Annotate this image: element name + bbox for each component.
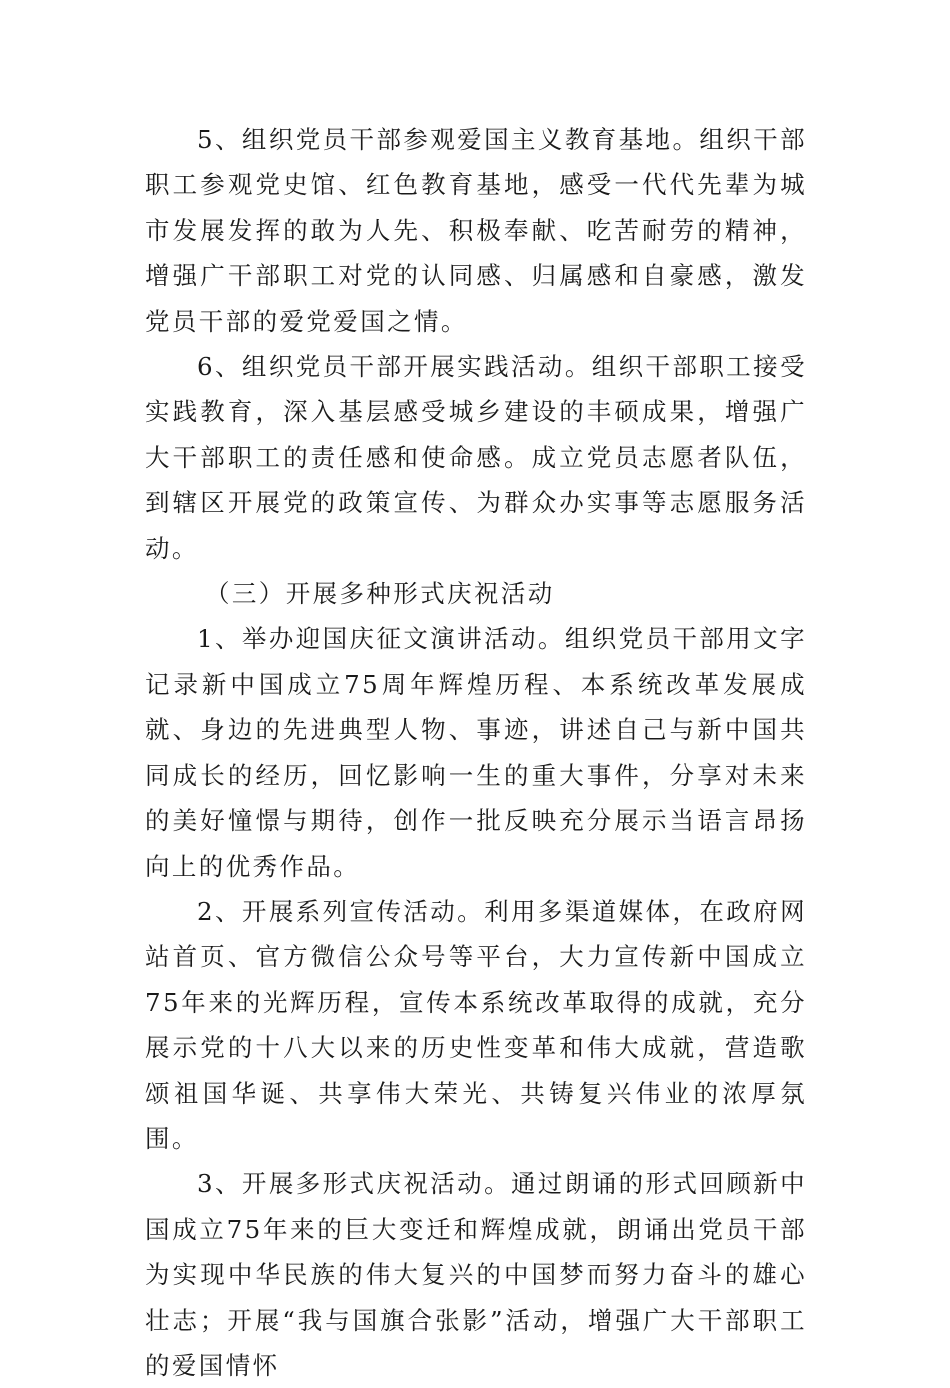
document-body bbox=[145, 117, 807, 1388]
paragraph-item-2: 2、开展系列宣传活动。利用多渠道媒体，在政府网站首页、官方微信公众号等平台，大力宣传新中国成立75年来的光辉历程，宣传本系统改革取得的成就，充分展示党的十八大以来的历史性变革和伟大成就，营造歌颂祖国华诞、共享伟大荣光、共铸复兴伟业的浓厚氛围。 bbox=[145, 896, 807, 1153]
paragraph-item-1: 1、举办迎国庆征文演讲活动。组织党员干部用文字记录新中国成立75周年辉煌历程、本系统改革发展成就、身边的先进典型人物、事迹，讲述自己与新中国共同成长的经历，回忆影响一生的重大事件，分享对未来的美好憧憬与期待，创作一批反映充分展示当语言昂扬向上的优秀作品。 bbox=[145, 624, 807, 881]
section-heading-3: （三）开展多种形式庆祝活动 bbox=[205, 579, 555, 609]
paragraph-item-6: 6、组织党员干部开展实践活动。组织干部职工接受实践教育，深入基层感受城乡建设的丰硕成果，增强广大干部职工的责任感和使命感。成立党员志愿者队伍，到辖区开展党的政策宣传、为群众办实事等志愿服务活动。 bbox=[145, 352, 807, 563]
paragraph-item-3: 3、开展多形式庆祝活动。通过朗诵的形式回顾新中国成立75年来的巨大变迁和辉煌成就，朗诵出党员干部为实现中华民族的伟大复兴的中国梦而努力奋斗的雄心壮志；开展“我与国旗合张影”活动，增强广大干部职工的爱国情怀 bbox=[145, 1169, 807, 1380]
paragraph-item-5: 5、组织党员干部参观爱国主义教育基地。组织干部职工参观党史馆、红色教育基地，感受一代代先辈为城市发展发挥的敢为人先、积极奉献、吃苦耐劳的精神，增强广干部职工对党的认同感、归属感和自豪感，激发党员干部的爱党爱国之情。 bbox=[145, 125, 807, 336]
